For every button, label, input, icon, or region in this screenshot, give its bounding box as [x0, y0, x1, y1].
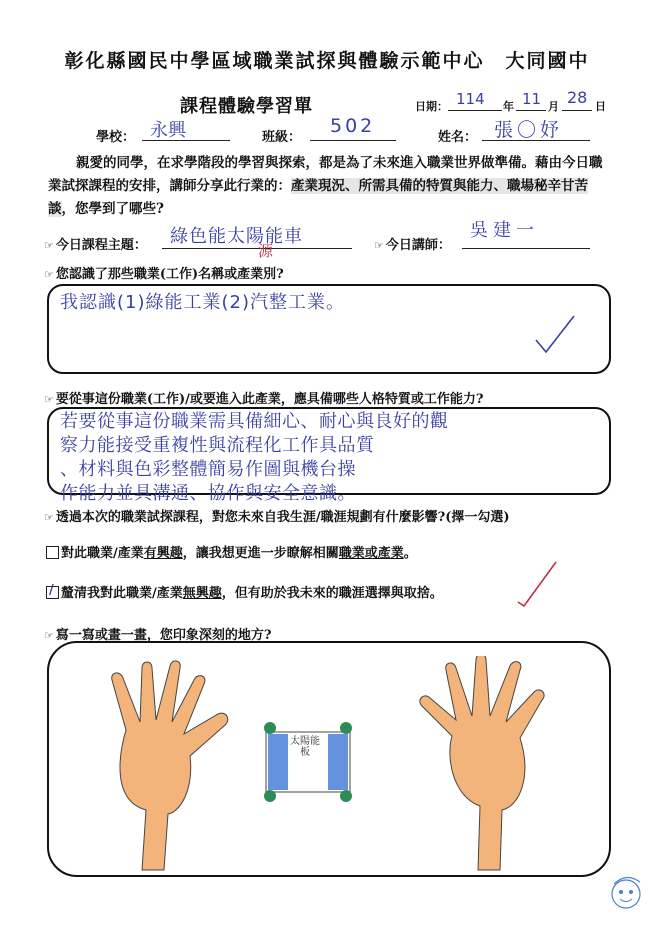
q3-option2[interactable]	[46, 582, 443, 601]
option1-emphasis-2: 職業或產業	[338, 546, 404, 561]
right-hand-drawing	[416, 656, 566, 876]
day-unit: 日	[595, 100, 606, 113]
hand-pointer-icon: ☞	[44, 239, 54, 252]
option2-text-1: 釐清我對此職業/產業	[61, 586, 183, 601]
q3-question	[44, 506, 510, 525]
q4-question-text: 寫一寫或畫一畫，您印象深刻的地方?	[55, 628, 272, 643]
option2-text-2: ，但有助於我未來的職涯選擇與取捨。	[221, 586, 443, 601]
teacher-label: 今日講師：	[385, 238, 451, 253]
q2-question-text: 要從事這份職業(工作)/或要進入此產業，應具備哪些人格特質或工作能力?	[55, 392, 484, 407]
year-unit: 年	[503, 100, 514, 113]
option1-checkbox[interactable]	[46, 546, 59, 559]
form-title: 彰化縣國民中學區域職業試探與體驗示範中心 大同國中	[64, 50, 590, 72]
q3-option1[interactable]	[46, 542, 417, 561]
q1-answer: 我認識(1)綠能工業(2)汽整工業。	[60, 292, 345, 313]
q3-question-text: 透過本次的職業試探課程，對您未來自我生涯/職涯規劃有什麼影響?(擇一勾選)	[55, 510, 510, 525]
q2-answer-line1: 若要從事這份職業需具備細心、耐心與良好的觀	[60, 411, 449, 432]
option1-emphasis: 有興趣	[143, 546, 183, 561]
q1-question-text: 您認識了那些職業(工作)名稱或產業別?	[55, 267, 284, 282]
topic-row	[44, 234, 147, 253]
mascot-stamp-icon	[600, 868, 648, 916]
option1-text-2: ，讓我想更進一步瞭解相關	[182, 546, 339, 561]
left-hand-drawing	[90, 660, 240, 875]
option2-checkbox[interactable]	[46, 583, 59, 599]
q1-question	[44, 263, 284, 282]
intro-text-1: 親愛的同學，在求學階段的學習與探索，都是為了未來進入職業世界做準備。藉由今日職業試探課程的安排，講師分享此行業的：	[48, 155, 603, 194]
intro-highlight: 產業現況、所需具備的特質與能力、職場秘辛甘苦談	[48, 178, 588, 217]
q2-answer-line4: 作能力並具溝通、協作與安全意識。	[60, 483, 356, 504]
topic-value: 綠色能太陽能車	[170, 226, 303, 247]
q2-answer-line3: 、材料與色彩整體簡易作圖與機台操	[60, 459, 356, 480]
date-label: 日期：	[415, 100, 448, 113]
topic-label: 今日課程主題：	[55, 238, 147, 253]
month-unit: 月	[548, 100, 559, 113]
teacher-value: 吳建一	[470, 220, 539, 241]
hand-pointer-icon: ☞	[44, 629, 54, 642]
class-label: 班級：	[262, 130, 302, 145]
option1-text-3: 。	[403, 546, 417, 561]
q2-question	[44, 388, 484, 407]
q1-check-mark	[530, 310, 580, 360]
name-value: 張〇妤	[494, 119, 564, 141]
day-value: 28	[567, 88, 588, 107]
month-value: 11	[522, 90, 542, 108]
hand-pointer-icon: ☞	[44, 393, 54, 406]
class-value: 502	[330, 115, 376, 137]
school-value: 永興	[150, 120, 186, 141]
intro-paragraph	[48, 152, 614, 221]
topic-correction: 源	[258, 242, 274, 260]
solar-car-label: 太陽能板	[290, 736, 320, 758]
name-label: 姓名：	[438, 130, 478, 145]
hand-pointer-icon: ☞	[44, 268, 54, 281]
form-subtitle: 課程體驗學習單	[180, 96, 313, 117]
q2-answer	[60, 410, 640, 506]
year-value: 114	[456, 90, 485, 108]
hand-pointer-icon: ☞	[44, 511, 54, 524]
option2-emphasis: 無興趣	[182, 586, 222, 601]
q3-grade-check	[512, 558, 562, 608]
hand-pointer-icon: ☞	[374, 239, 384, 252]
school-label: 學校：	[96, 130, 136, 145]
option1-text-1: 對此職業/產業	[61, 546, 144, 561]
q2-answer-line2: 察力能接受重複性與流程化工作具品質	[60, 435, 375, 456]
solar-car-drawing	[258, 720, 358, 810]
teacher-row	[374, 234, 451, 253]
option2-check-mark: /	[49, 583, 54, 598]
intro-text-2: ，您學到了哪些?	[61, 201, 164, 217]
